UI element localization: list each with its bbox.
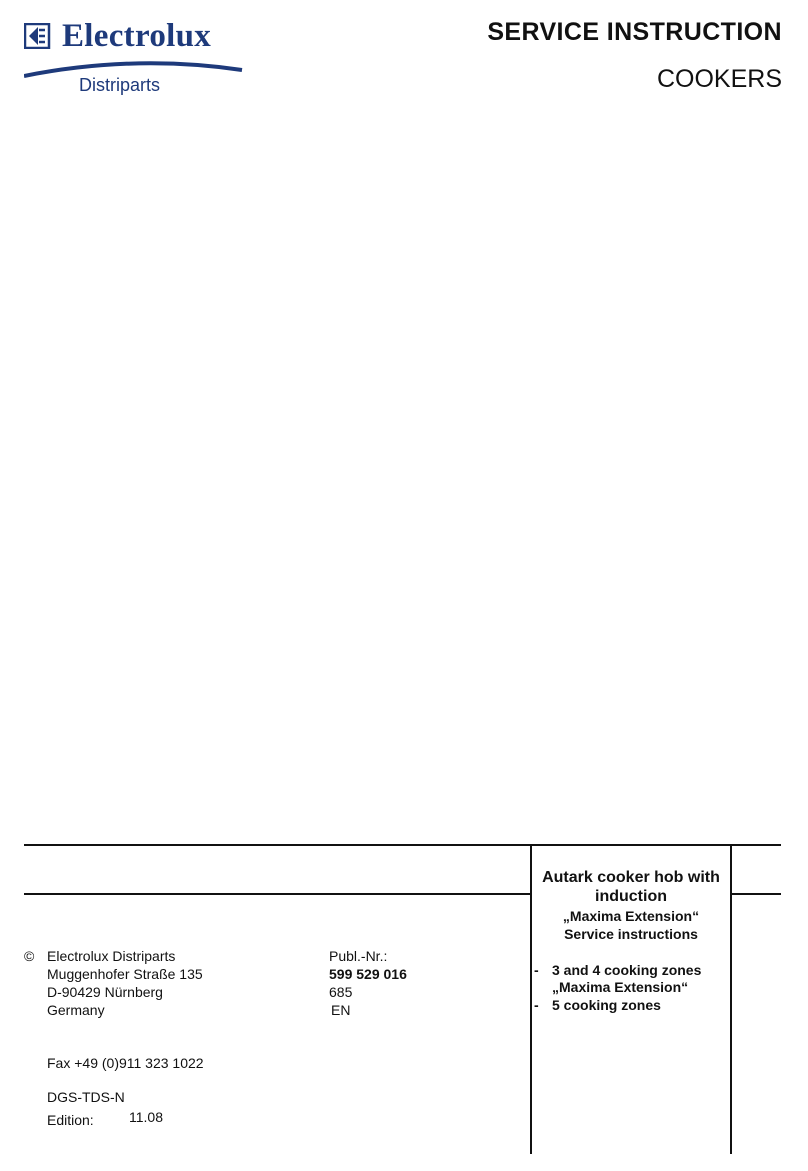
fax-number: Fax +49 (0)911 323 1022 — [47, 1055, 204, 1071]
edition-label: Edition: — [47, 1112, 94, 1128]
publication-language: EN — [331, 1002, 351, 1018]
department-code: DGS-TDS-N — [47, 1089, 125, 1105]
country: Germany — [47, 1002, 105, 1018]
copyright-symbol: © — [24, 948, 35, 964]
electrolux-logo-icon — [24, 23, 56, 49]
product-series: „Maxima Extension“ — [562, 908, 700, 924]
edition-value: 11.08 — [129, 1109, 163, 1125]
document-title: SERVICE INSTRUCTION — [487, 18, 782, 46]
footer-top-rule — [24, 844, 781, 846]
variant-text: „Maxima Extension“ — [552, 979, 689, 995]
footer-middle-rule-left — [24, 893, 532, 895]
city-address: D-90429 Nürnberg — [47, 984, 163, 1000]
document-subtitle: COOKERS — [656, 65, 782, 93]
variant-dash: - — [534, 962, 539, 978]
logo-brand-text: Electrolux — [62, 18, 212, 54]
footer-middle-rule-right — [730, 893, 781, 895]
variant-text: 3 and 4 cooking zones — [552, 962, 702, 978]
publication-code: 685 — [329, 984, 353, 1000]
publication-label: Publ.-Nr.: — [329, 948, 388, 964]
product-title: Autark cooker hob with induction — [542, 869, 720, 905]
company-logo — [24, 14, 244, 98]
street-address: Muggenhofer Straße 135 — [47, 966, 203, 982]
variant-dash: - — [534, 997, 539, 1013]
footer-divider-right — [730, 844, 732, 1154]
logo-division-text: Distriparts — [79, 75, 161, 95]
publication-number: 599 529 016 — [329, 966, 407, 982]
variant-text: 5 cooking zones — [552, 997, 661, 1013]
document-type: Service instructions — [564, 926, 698, 942]
company-name: Electrolux Distriparts — [47, 948, 176, 964]
